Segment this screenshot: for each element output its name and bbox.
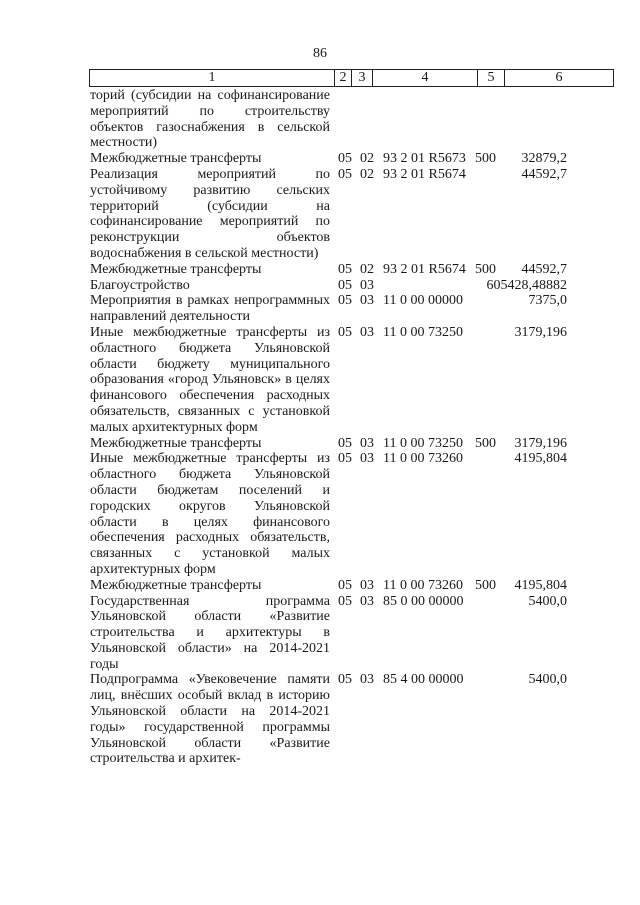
row-section-code: 05 — [338, 261, 352, 277]
row-subsection-code: 03 — [360, 324, 374, 340]
table-row — [0, 578, 640, 594]
row-target-article: 11 0 00 73260 — [383, 451, 463, 467]
row-amount: 5400,0 — [528, 672, 567, 688]
row-name: Межбюджетные трансферты — [90, 151, 262, 167]
row-target-article: 93 2 01 R5673 — [383, 151, 466, 167]
table-row — [0, 262, 640, 278]
column-header-6: 6 — [505, 70, 614, 87]
row-expense-type: 500 — [475, 577, 496, 593]
column-header-table — [89, 69, 614, 87]
table-row — [0, 167, 640, 262]
row-amount: 5400,0 — [528, 593, 567, 609]
row-target-article: 11 0 00 00000 — [383, 293, 463, 309]
table-row — [0, 293, 640, 325]
page-number: 86 — [313, 46, 327, 61]
row-target-article: 93 2 01 R5674 — [383, 166, 466, 182]
row-name: Подпрограмма «Увековечение памяти лиц, внёсших особый вклад в историю Ульяновской области на 2014-2021 годы» государственной программы Ульяновской области «Развитие строительства и архитек- — [90, 672, 330, 767]
row-name: Благоустройство — [90, 277, 190, 293]
row-section-code: 05 — [338, 166, 352, 182]
table-row — [0, 451, 640, 577]
row-section-code: 05 — [338, 293, 352, 309]
row-section-code: 05 — [338, 672, 352, 688]
row-section-code: 05 — [338, 577, 352, 593]
row-subsection-code: 03 — [360, 672, 374, 688]
row-amount: 605428,48882 — [486, 277, 567, 293]
table-row — [0, 151, 640, 167]
column-header-3: 3 — [352, 70, 373, 87]
row-section-code: 05 — [338, 435, 352, 451]
table-row — [0, 278, 640, 294]
row-subsection-code: 03 — [360, 293, 374, 309]
row-name: Государственная программа Ульяновской области «Развитие строительства и архитектуры в Ульяновской области» на 2014-2021 годы — [90, 593, 330, 672]
row-expense-type: 500 — [475, 261, 496, 277]
table-row — [0, 594, 640, 673]
row-name: Межбюджетные трансферты — [90, 435, 262, 451]
column-header-5: 5 — [478, 70, 505, 87]
row-target-article: 11 0 00 73260 — [383, 577, 463, 593]
table-row — [0, 325, 640, 436]
table-row — [0, 436, 640, 452]
row-amount: 4195,804 — [514, 451, 567, 467]
row-name: Реализация мероприятий по устойчивому развитию сельских территорий (субсидии на софинансирование мероприятий по реконструкции объектов водоснабжения в сельской местности) — [90, 166, 330, 261]
row-name: торий (субсидии на софинансирование мероприятий по строительству объектов газоснабжения в сельской местности) — [90, 88, 330, 151]
row-amount: 3179,196 — [514, 324, 567, 340]
row-target-article: 93 2 01 R5674 — [383, 261, 466, 277]
row-amount: 4195,804 — [514, 577, 567, 593]
row-name: Иные межбюджетные трансферты из областного бюджета Ульяновской области бюджетам поселений и городских округов Ульяновской области в целях финансового обеспечения расходных обязательств, связанных с установкой малых архитектурных форм — [90, 451, 330, 577]
row-section-code: 05 — [338, 451, 352, 467]
row-subsection-code: 03 — [360, 593, 374, 609]
row-section-code: 05 — [338, 277, 352, 293]
row-name: Иные межбюджетные трансферты из областного бюджета Ульяновской области бюджету муниципального образования «город Ульяновск» в целях финансового обеспечения расходных обязательств, связанных с установкой малых архитектурных форм — [90, 324, 330, 435]
row-amount: 32879,2 — [521, 151, 567, 167]
table-row — [0, 88, 640, 151]
row-subsection-code: 02 — [360, 166, 374, 182]
row-name: Мероприятия в рамках непрограммных направлений деятельности — [90, 293, 330, 325]
row-expense-type: 500 — [475, 151, 496, 167]
row-section-code: 05 — [338, 593, 352, 609]
row-expense-type: 500 — [475, 435, 496, 451]
row-subsection-code: 02 — [360, 151, 374, 167]
row-target-article: 11 0 00 73250 — [383, 435, 463, 451]
column-header-4: 4 — [373, 70, 478, 87]
row-amount: 7375,0 — [528, 293, 567, 309]
column-header-1: 1 — [90, 70, 335, 87]
row-subsection-code: 03 — [360, 277, 374, 293]
row-target-article: 11 0 00 73250 — [383, 324, 463, 340]
row-subsection-code: 03 — [360, 451, 374, 467]
row-subsection-code: 03 — [360, 577, 374, 593]
row-amount: 3179,196 — [514, 435, 567, 451]
row-target-article: 85 4 00 00000 — [383, 672, 464, 688]
budget-table-body — [0, 88, 640, 767]
row-section-code: 05 — [338, 151, 352, 167]
table-row — [0, 672, 640, 767]
column-header-2: 2 — [335, 70, 352, 87]
row-section-code: 05 — [338, 324, 352, 340]
row-subsection-code: 03 — [360, 435, 374, 451]
row-name: Межбюджетные трансферты — [90, 261, 262, 277]
row-amount: 44592,7 — [521, 166, 567, 182]
row-subsection-code: 02 — [360, 261, 374, 277]
row-name: Межбюджетные трансферты — [90, 577, 262, 593]
row-target-article: 85 0 00 00000 — [383, 593, 464, 609]
row-amount: 44592,7 — [521, 261, 567, 277]
